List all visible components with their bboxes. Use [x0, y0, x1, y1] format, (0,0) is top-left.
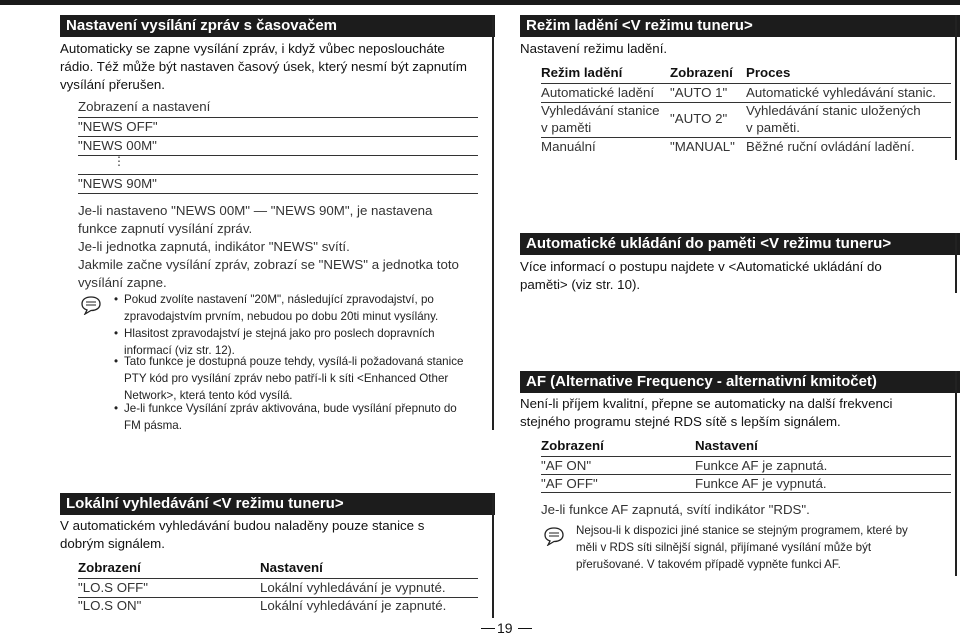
page-dash-right: [518, 628, 532, 629]
tuning-row-3-mode: Manuální: [541, 139, 596, 154]
page-dash-left: [481, 628, 495, 629]
news-option-00m: "NEWS 00M": [78, 138, 157, 153]
news-note-3-line-2: PTY kód pro vysílání zpráv nebo patří-li k síti <Enhanced Other: [124, 372, 449, 385]
tuning-row-2-process-line-2: v paměti.: [746, 120, 800, 135]
news-note-3-line-1: • Tato funkce je dostupná pouze tehdy, vysílá-li požadovaná stanice: [124, 353, 463, 370]
news-note-3-line-3: Network>, která tento kód vysílá.: [124, 389, 293, 402]
tuning-col-display: Zobrazení: [670, 65, 733, 80]
af-col-display: Zobrazení: [541, 438, 604, 453]
news-table-header: Zobrazení a nastavení: [78, 99, 211, 114]
news-intro-line-2: rádio. Též může být nastaven časový úsek, který nesmí být zapnutím: [60, 59, 467, 74]
local-row-1-setting: Lokální vyhledávání je vypnuté.: [260, 580, 446, 595]
af-section-title: AF (Alternative Frequency - alternativní kmitočet): [520, 371, 960, 393]
tuning-row-1-process: Automatické vyhledávání stanic.: [746, 85, 936, 100]
af-intro-line-1: Není-li příjem kvalitní, přepne se automaticky na další frekvenci: [520, 396, 893, 411]
news-section-title: Nastavení vysílání zpráv s časovačem: [60, 15, 495, 37]
note-icon: [543, 526, 565, 546]
column-divider: [492, 493, 494, 618]
page-number: 19: [497, 620, 513, 636]
divider: [78, 193, 478, 194]
news-note-1-line-1: • Pokud zvolíte nastavení "20M", následující zpravodajství, po: [124, 291, 434, 308]
tuning-row-2-mode-line-1: Vyhledávání stanice: [541, 103, 660, 118]
tuning-col-mode: Režim ladění: [541, 65, 623, 80]
tuning-row-2-mode-line-2: v paměti: [541, 120, 592, 135]
news-note-1-line-2: zpravodajstvím prvním, nebudou po dobu 20ti minut vysílány.: [124, 310, 439, 323]
af-col-setting: Nastavení: [695, 438, 758, 453]
local-row-1-display: "LO.S OFF": [78, 580, 149, 595]
right-edge-divider: [955, 371, 957, 576]
af-note-line-2: měli v RDS síti silnější signál, přijímané vysílání může být: [576, 541, 872, 554]
news-intro-line-1: Automaticky se zapne vysílání zpráv, i když vůbec neposloucháte: [60, 41, 445, 56]
af-note-line-1: Nejsou-li k dispozici jiné stanice se stejným programem, které by: [576, 524, 908, 537]
af-intro-line-2: stejného programu stejné RDS sítě s lepším signálem.: [520, 414, 841, 429]
tuning-row-2-process-line-1: Vyhledávání stanic uložených: [746, 103, 921, 118]
news-body-line-5: vysílání zapne.: [78, 275, 167, 290]
af-row-2-display: "AF OFF": [541, 476, 598, 491]
news-option-off: "NEWS OFF": [78, 119, 158, 134]
note-icon: [80, 295, 102, 315]
news-note-2-line-1: • Hlasitost zpravodajství je stejná jako pro poslech dopravních: [124, 325, 435, 342]
af-row-1-display: "AF ON": [541, 458, 592, 473]
news-body-line-3: Je-li jednotka zapnutá, indikátor "NEWS" svítí.: [78, 239, 350, 254]
right-edge-divider: [955, 15, 957, 160]
tuning-row-1-display: "AUTO 1": [670, 85, 728, 100]
divider: [541, 492, 951, 493]
news-note-4-line-1: • Je-li funkce Vysílání zpráv aktivována, bude vysílání přepnuto do: [124, 400, 457, 417]
automem-body-line-2: paměti> (viz str. 10).: [520, 277, 641, 292]
news-option-90m: "NEWS 90M": [78, 176, 157, 191]
af-note-line-3: přerušované. V takovém případě vypněte funkci AF.: [576, 558, 841, 571]
divider: [78, 155, 478, 156]
tuning-section-title: Režim ladění <V režimu tuneru>: [520, 15, 960, 37]
tuning-intro: Nastavení režimu ladění.: [520, 41, 668, 56]
tuning-col-process: Proces: [746, 65, 791, 80]
news-intro-line-3: vysílání přerušen.: [60, 77, 165, 92]
right-edge-divider: [955, 233, 957, 293]
tuning-row-3-display: "MANUAL": [670, 139, 735, 154]
af-row-2-setting: Funkce AF je vypnutá.: [695, 476, 827, 491]
automem-body-line-1: Více informací o postupu najdete v <Automatické ukládání do: [520, 259, 882, 274]
news-body-line-2: funkce zapnutí vysílání zpráv.: [78, 221, 253, 236]
news-option-ellipsis: ⋮: [113, 154, 125, 168]
news-body-line-1: Je-li nastaveno "NEWS 00M" — "NEWS 90M", je nastavena: [78, 203, 433, 218]
news-note-4-line-2: FM pásma.: [124, 419, 182, 432]
tuning-row-3-process: Běžné ruční ovládání ladění.: [746, 139, 915, 154]
top-bar: [0, 0, 960, 5]
local-col-display: Zobrazení: [78, 560, 141, 575]
news-body-line-4: Jakmile začne vysílání zpráv, zobrazí se "NEWS" a jednotka toto: [78, 257, 459, 272]
af-row-1-setting: Funkce AF je zapnutá.: [695, 458, 828, 473]
tuning-row-1-mode: Automatické ladění: [541, 85, 655, 100]
automem-section-title: Automatické ukládání do paměti <V režimu tuneru>: [520, 233, 960, 255]
column-divider: [492, 15, 494, 430]
local-intro-line-1: V automatickém vyhledávání budou naladěny pouze stanice s: [60, 518, 425, 533]
af-after: Je-li funkce AF zapnutá, svítí indikátor "RDS".: [541, 502, 810, 517]
tuning-row-2-display: "AUTO 2": [670, 111, 728, 126]
local-col-setting: Nastavení: [260, 560, 323, 575]
news-note-2-line-2: informací (viz str. 12).: [124, 344, 235, 357]
local-intro-line-2: dobrým signálem.: [60, 536, 165, 551]
local-section-title: Lokální vyhledávání <V režimu tuneru>: [60, 493, 495, 515]
local-row-2-setting: Lokální vyhledávání je zapnuté.: [260, 598, 447, 613]
local-row-2-display: "LO.S ON": [78, 598, 142, 613]
